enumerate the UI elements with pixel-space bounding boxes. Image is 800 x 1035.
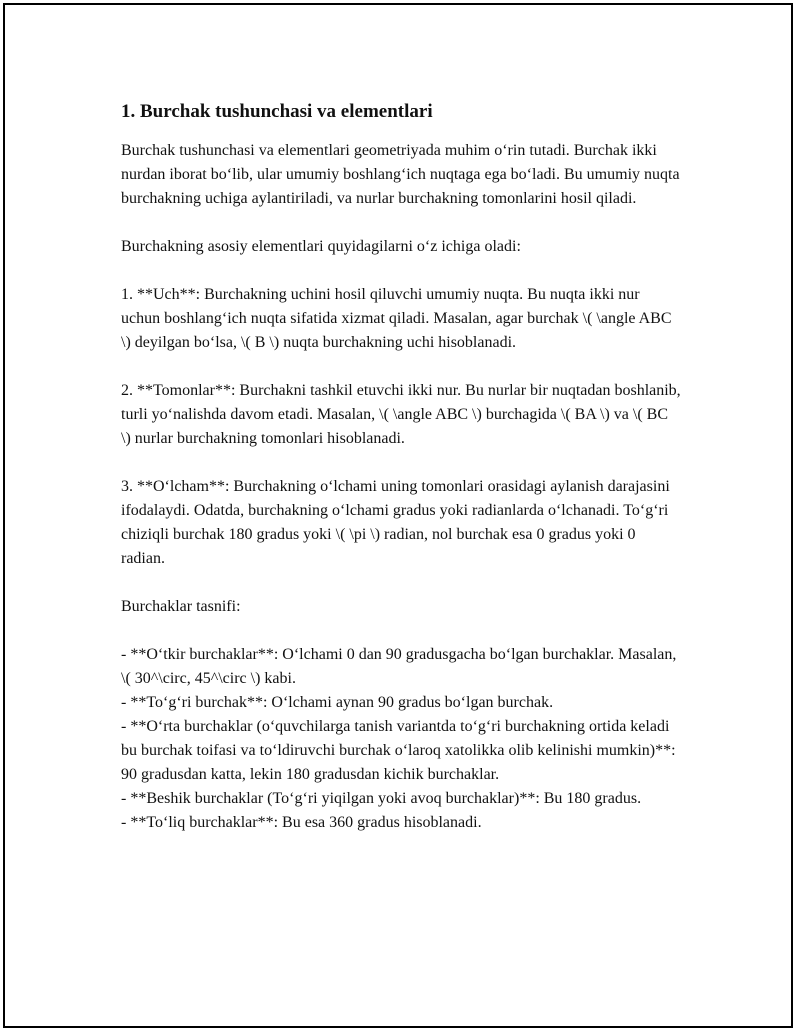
paragraph-gap xyxy=(121,211,681,235)
paragraph-gap xyxy=(121,451,681,475)
paragraph-gap xyxy=(121,619,681,643)
element-item-sides: 2. **Tomonlar**: Burchakni tashkil etuvchi ikki nur. Bu nurlar bir nuqtadan boshlanib, turli yoʻnalishda davom etadi. Masalan, \( \angle ABC \) burchagida \( BA \) va \( BC \) nurlar burchakning tomonlari hisoblanadi. xyxy=(121,382,681,447)
class-item-full: - **Toʻliq burchaklar**: Bu esa 360 gradus hisoblanadi. xyxy=(121,814,482,831)
class-item-right: - **Toʻgʻri burchak**: Oʻlchami aynan 90 gradus boʻlgan burchak. xyxy=(121,694,554,711)
element-item-measure: 3. **Oʻlcham**: Burchakning oʻlchami uning tomonlari orasidagi aylanish darajasini ifodalaydi. Odatda, burchakning oʻlchami gradus yoki radianlarda oʻlchanadi. Toʻgʻri chiziqli burchak 180 gradus yoki \( \pi \) radian, nol burchak esa 0 gradus yoki 0 radian. xyxy=(121,478,670,567)
intro-paragraph: Burchak tushunchasi va elementlari geometriyada muhim oʻrin tutadi. Burchak ikki nurdan iborat boʻlib, ular umumiy boshlangʻich nuqtaga ega boʻladi. Bu umumiy nuqta burchakning uchiga aylantiriladi, va nurlar burchakning tomonlarini hosil qiladi. xyxy=(121,142,680,207)
paragraph-gap xyxy=(121,259,681,283)
classification-heading: Burchaklar tasnifi: xyxy=(121,598,241,615)
section-title: 1. Burchak tushunchasi va elementlari xyxy=(121,101,433,122)
paragraph-gap xyxy=(121,355,681,379)
class-item-obtuse: - **Oʻrta burchaklar (oʻquvchilarga tanish variantda toʻgʻri burchakning ortida keladi bu burchak toifasi va toʻldiruvchi burchak oʻlaroq xatolikka olib kelinishi mumkin)**: 90 gradusdan katta, lekin 180 gradusdan kichik burchaklar. xyxy=(121,718,676,783)
document-page xyxy=(3,3,793,1028)
document-content xyxy=(121,101,681,835)
element-item-vertex: 1. **Uch**: Burchakning uchini hosil qiluvchi umumiy nuqta. Bu nuqta ikki nur uchun boshlangʻich nuqta sifatida xizmat qiladi. Masalan, agar burchak \( \angle ABC \) deyilgan boʻlsa, \( B \) nuqta burchakning uchi hisoblanadi. xyxy=(121,286,672,351)
class-item-acute: - **Oʻtkir burchaklar**: Oʻlchami 0 dan 90 gradusgacha boʻlgan burchaklar. Masalan, \( 30^\circ, 45^\circ \) kabi. xyxy=(121,646,677,687)
paragraph-gap xyxy=(121,571,681,595)
class-item-straight: - **Beshik burchaklar (Toʻgʻri yiqilgan yoki avoq burchaklar)**: Bu 180 gradus. xyxy=(121,790,642,807)
elements-heading: Burchakning asosiy elementlari quyidagilarni oʻz ichiga oladi: xyxy=(121,238,521,255)
